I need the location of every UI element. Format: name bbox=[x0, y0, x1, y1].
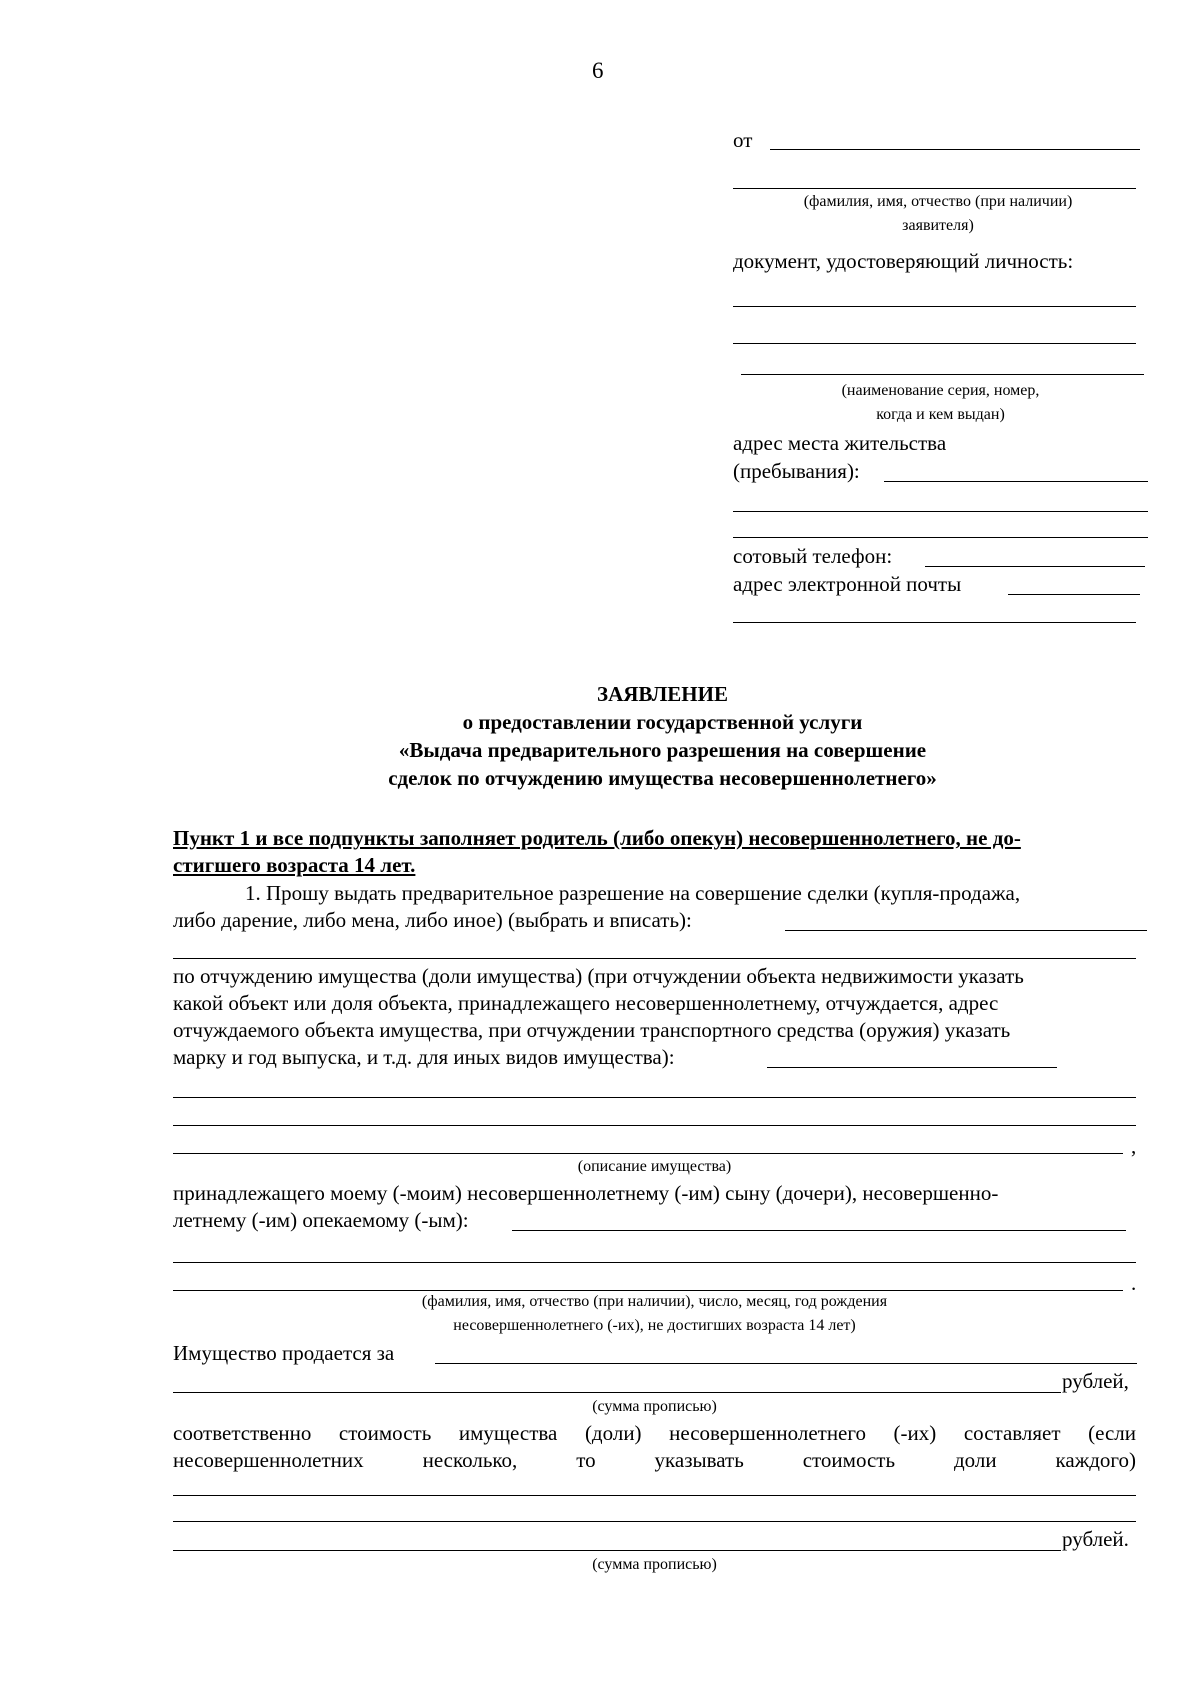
p1-line-1: 1. Прошу выдать предварительное разрешение на совершение сделки (купля-продажа, bbox=[245, 881, 1021, 905]
phone-label: сотовый телефон: bbox=[733, 544, 893, 568]
value-field-line-3[interactable] bbox=[173, 1550, 1061, 1551]
price-field-line-2[interactable] bbox=[173, 1392, 1061, 1393]
minor-field-line-3[interactable] bbox=[173, 1290, 1123, 1291]
title-line-4: сделок по отчуждению имущества несовершеннолетнего» bbox=[388, 766, 937, 790]
address-field-line-3[interactable] bbox=[733, 537, 1148, 538]
p2-line-3: отчуждаемого объекта имущества, при отчуждении транспортного средства (оружия) указать bbox=[173, 1018, 1011, 1042]
address-label-1: адрес места жительства bbox=[733, 431, 947, 455]
page-number: 6 bbox=[592, 58, 604, 83]
minor-caption-2: несовершеннолетнего (-их), не достигших возраста 14 лет) bbox=[453, 1317, 856, 1334]
email-field-line-1[interactable] bbox=[1008, 594, 1140, 595]
address-label-2: (пребывания): bbox=[733, 459, 860, 483]
deal-type-field-line[interactable] bbox=[785, 930, 1147, 931]
p2-line-2: какой объект или доля объекта, принадлежащего несовершеннолетнему, отчуждается, адрес bbox=[173, 991, 999, 1015]
phone-field-line[interactable] bbox=[925, 566, 1145, 567]
id-doc-line-1[interactable] bbox=[733, 306, 1136, 307]
p3-line-2: летнему (-им) опекаемому (-ым): bbox=[173, 1208, 469, 1232]
title-line-3: «Выдача предварительного разрешения на совершение bbox=[398, 738, 927, 762]
note-line-1: Пункт 1 и все подпункты заполняет родитель (либо опекун) несовершеннолетнего, не до- bbox=[173, 826, 1021, 850]
note-line-2: стигшего возраста 14 лет. bbox=[173, 853, 416, 877]
p2-line-4: марку и год выпуска, и т.д. для иных видов имущества): bbox=[173, 1045, 675, 1069]
title-line-2: о предоставлении государственной услуги bbox=[462, 710, 863, 734]
minor-caption-1: (фамилия, имя, отчество (при наличии), число, месяц, год рождения bbox=[421, 1293, 888, 1310]
from-label: от bbox=[733, 128, 753, 152]
sold-for-label: Имущество продается за bbox=[173, 1341, 395, 1365]
price-field-line-1[interactable] bbox=[435, 1363, 1137, 1364]
id-doc-label: документ, удостоверяющий личность: bbox=[733, 249, 1074, 273]
id-caption-1: (наименование серия, номер, bbox=[841, 382, 1040, 399]
sum-caption-2: (сумма прописью) bbox=[592, 1556, 717, 1573]
p1-line-2: либо дарение, либо мена, либо иное) (выбрать и вписать): bbox=[173, 908, 692, 932]
address-field-line-1[interactable] bbox=[884, 481, 1148, 482]
property-field-line-3[interactable] bbox=[173, 1125, 1136, 1126]
property-field-line-1[interactable] bbox=[767, 1067, 1057, 1068]
rubles-label-1: рублей, bbox=[1062, 1369, 1129, 1393]
id-caption-2: когда и кем выдан) bbox=[876, 406, 1005, 423]
p3-line-1: принадлежащего моему (-моим) несовершеннолетнему (-им) сыну (дочери), несовершенно- bbox=[173, 1181, 999, 1205]
rubles-label-2: рублей. bbox=[1062, 1527, 1129, 1551]
period: . bbox=[1131, 1271, 1137, 1295]
id-doc-line-3[interactable] bbox=[741, 374, 1144, 375]
value-field-line-1[interactable] bbox=[173, 1495, 1136, 1496]
value-field-line-2[interactable] bbox=[173, 1521, 1136, 1522]
fio-caption-1: (фамилия, имя, отчество (при наличии) bbox=[803, 193, 1073, 210]
property-field-line-4[interactable] bbox=[173, 1153, 1123, 1154]
property-field-line-2[interactable] bbox=[173, 1097, 1136, 1098]
title-line-1: ЗАЯВЛЕНИЕ bbox=[597, 682, 728, 706]
minor-field-line-2[interactable] bbox=[173, 1262, 1136, 1263]
from-field-line[interactable] bbox=[770, 149, 1140, 150]
fio-field-line[interactable] bbox=[733, 188, 1136, 189]
sum-caption-1: (сумма прописью) bbox=[592, 1398, 717, 1415]
email-field-line-2[interactable] bbox=[733, 622, 1136, 623]
fio-caption-2: заявителя) bbox=[902, 217, 974, 234]
id-doc-line-2[interactable] bbox=[733, 343, 1136, 344]
p2-line-1: по отчуждению имущества (доли имущества) (при отчуждении объекта недвижимости указать bbox=[173, 964, 1024, 988]
email-label: адрес электронной почты bbox=[733, 572, 962, 596]
minor-field-line-1[interactable] bbox=[512, 1230, 1126, 1231]
comma: , bbox=[1131, 1134, 1137, 1158]
p4-line-1: соответственно стоимость имущества (доли) несовершеннолетнего (-их) составляет (если bbox=[173, 1421, 1136, 1445]
p4-line-2: несовершеннолетних несколько, то указывать стоимость доли каждого) bbox=[173, 1448, 1136, 1472]
deal-type-field-line-2[interactable] bbox=[173, 958, 1136, 959]
address-field-line-2[interactable] bbox=[733, 511, 1148, 512]
property-caption: (описание имущества) bbox=[577, 1158, 732, 1175]
